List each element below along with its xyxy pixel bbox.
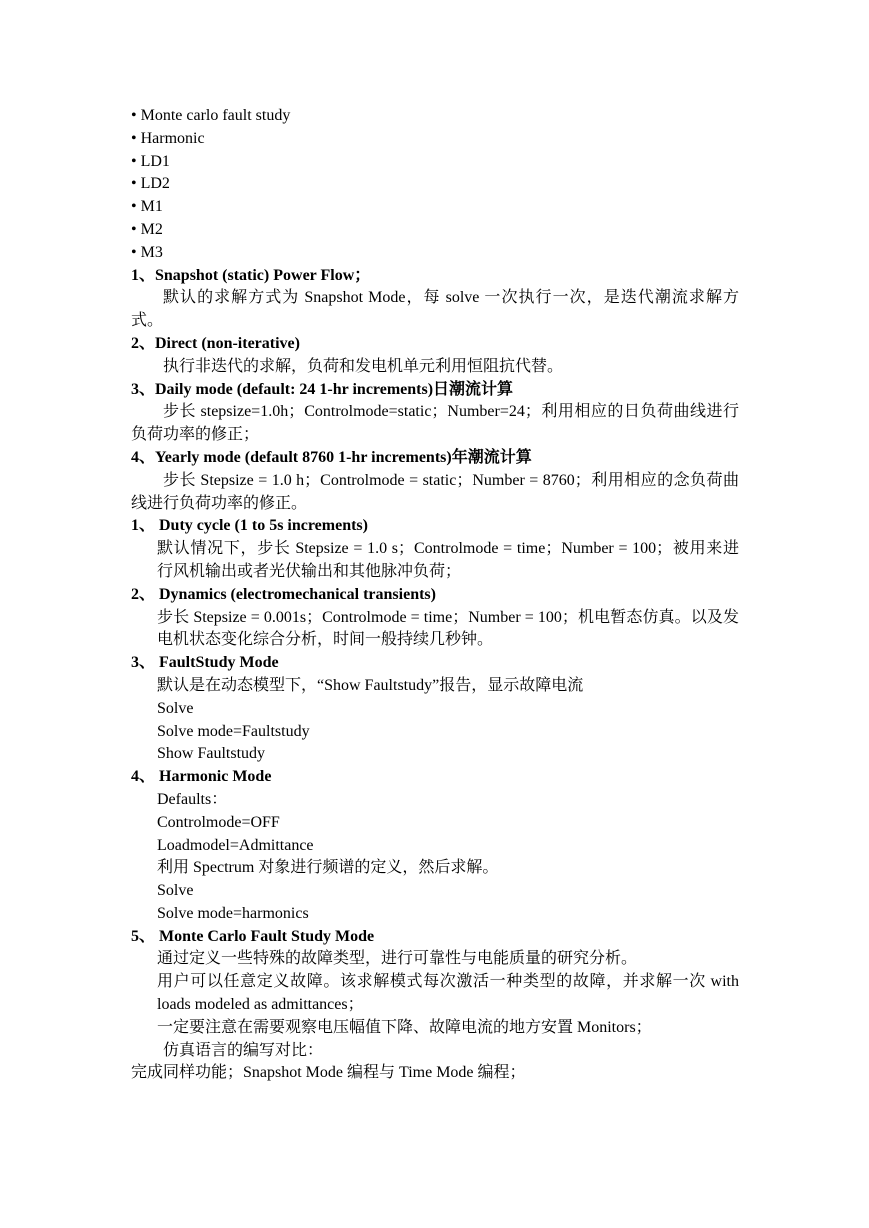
section-heading-monte-carlo: 5、 Monte Carlo Fault Study Mode [131, 927, 375, 945]
faultstudy-line: Solve [157, 699, 194, 717]
section-text-daily: 步长 stepsize=1.0h；Controlmode=static；Number=24；利用相应的日负荷曲线进行负荷功率的修正； [131, 403, 739, 444]
monte-carlo-paragraph: 用户可以任意定义故障。该求解模式每次激活一种类型的故障，并求解一次 with loads modeled as admittances； [157, 973, 739, 1014]
section-text-snapshot: 默认的求解方式为 Snapshot Mode，每 solve 一次执行一次，是迭代潮流求解方式。 [131, 289, 739, 330]
monte-carlo-line: 一定要注意在需要观察电压幅值下降、故障电流的地方安置 Monitors； [157, 1018, 652, 1036]
faultstudy-line: Show Faultstudy [157, 745, 266, 763]
harmonic-line: Solve [157, 882, 194, 900]
bullet-item: • M1 [131, 198, 163, 216]
harmonic-line: Loadmodel=Admittance [157, 836, 314, 854]
monte-carlo-line: 通过定义一些特殊的故障类型，进行可靠性与电能质量的研究分析。 [157, 950, 638, 968]
section-heading-yearly: 4、Yearly mode (default 8760 1-hr increments)年潮流计算 [131, 448, 532, 466]
section-heading-daily: 3、Daily mode (default: 24 1-hr increments)日潮流计算 [131, 380, 514, 398]
bullet-item: • Monte carlo fault study [131, 107, 291, 124]
bullet-item: • LD2 [131, 175, 170, 193]
closing-line: 完成同样功能；Snapshot Mode 编程与 Time Mode 编程； [131, 1064, 526, 1082]
section-text-direct: 执行非迭代的求解，负荷和发电机单元利用恒阻抗代替。 [163, 357, 564, 375]
bullet-item: • LD1 [131, 152, 170, 170]
harmonic-line: Controlmode=OFF [157, 813, 280, 831]
faultstudy-line: 默认是在动态模型下，“Show Faultstudy”报告，显示故障电流 [157, 676, 584, 694]
bullet-item: • M2 [131, 220, 163, 238]
section-heading-duty-cycle: 1、 Duty cycle (1 to 5s increments) [131, 517, 368, 535]
section-text-yearly: 步长 Stepsize = 1.0 h；Controlmode = static；Number = 8760；利用相应的念负荷曲线进行负荷功率的修正。 [131, 471, 739, 512]
document-page [131, 105, 739, 1085]
section-heading-faultstudy: 3、 FaultStudy Mode [131, 654, 279, 672]
harmonic-line: Solve mode=harmonics [157, 904, 309, 922]
section-heading-dynamics: 2、 Dynamics (electromechanical transients) [131, 585, 436, 603]
harmonic-line: Defaults： [157, 790, 228, 808]
section-text-duty-cycle: 默认情况下，步长 Stepsize = 1.0 s；Controlmode = time；Number = 100；被用来进行风机输出或者光伏输出和其他脉冲负荷； [157, 540, 739, 580]
bullet-item: • Harmonic [131, 129, 205, 147]
faultstudy-line: Solve mode=Faultstudy [157, 722, 310, 740]
monte-carlo-line: 仿真语言的编写对比： [163, 1041, 324, 1059]
section-heading-harmonic: 4、 Harmonic Mode [131, 768, 272, 786]
harmonic-line: 利用 Spectrum 对象进行频谱的定义，然后求解。 [157, 859, 499, 877]
section-text-dynamics: 步长 Stepsize = 0.001s；Controlmode = time；Number = 100；机电暂态仿真。以及发电机状态变化综合分析，时间一般持续几秒钟。 [157, 608, 739, 649]
section-heading-snapshot: 1、Snapshot (static) Power Flow； [131, 266, 371, 284]
bullet-item: • M3 [131, 243, 163, 261]
section-heading-direct: 2、Direct (non-iterative) [131, 334, 300, 352]
